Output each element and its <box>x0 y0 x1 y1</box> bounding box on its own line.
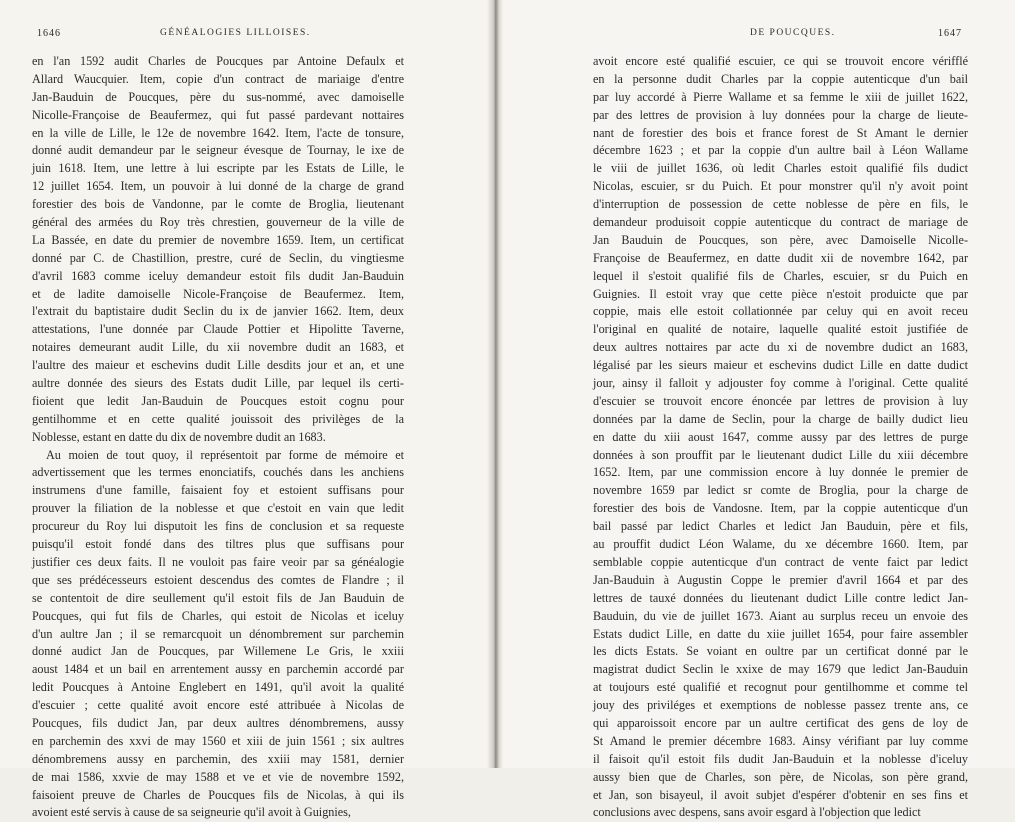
right-page <box>500 0 1015 820</box>
text-line: avoit encore esté qualifié escuier, ce qui se trouvoit encore vérifflé <box>593 54 968 68</box>
text-line: deux aultres nottaires par acte du xi de novembre dudict an 1683, <box>593 340 968 355</box>
text-line: Au moien de tout quoy, il représentoit par forme de mémoire et <box>46 447 404 462</box>
text-line: bail passé par ledict Charles et ledict Jan Bauduin, père et fils, <box>593 519 968 534</box>
text-line: Nicolle-Françoise de Beaufermez, qui fut passé pardevant nottaires <box>32 107 404 122</box>
text-line: gentilhomme et en cette qualité jouissoit des privilèges de la <box>32 411 404 426</box>
text-line: en l'an 1592 audit Charles de Poucques par Antoine Defaulx et <box>32 54 404 68</box>
text-line: Jan Bauduin de Poucques, son père, avec Damoiselle Nicolle- <box>593 232 968 247</box>
text-line: lettres de tauxé données du lieutenant dudict Lille contre ledict Jan- <box>593 590 968 605</box>
text-line: nant de forestier des bois et france forest de St Amant le dernier <box>593 125 968 140</box>
text-line: novembre 1659 par ledict sr comte de Broglia, pour la charge de <box>593 483 968 498</box>
text-line: l'extrait du baptistaire dudit Seclin du ix de janvier 1662. Item, deux <box>32 304 404 319</box>
text-line: d'escuier se trouvoit encore énoncée par lettres de provision à luy <box>593 393 968 408</box>
text-line: at toujours esté qualifié et recognut pour gentilhomme et comme tel <box>593 680 968 695</box>
text-line: forestier des bois de Vandonne, par le comte de Broglia, lieutenant <box>32 197 404 212</box>
text-line: Jan-Bauduin à Augustin Coppe le premier d'avril 1664 et par des <box>593 572 968 587</box>
text-line: Poucques, qui fut fils de Charles, qui estoit de Nicolas et iceluy <box>32 608 404 623</box>
text-line: Noblesse, estant en datte du dix de novembre dudit an 1683. <box>32 429 326 444</box>
text-line: en la personne dudit Charles par la coppie autenticque d'un bail <box>593 71 968 86</box>
text-line: que ses prédécesseurs estoient descendus des comtes de Flandre ; il <box>32 572 404 587</box>
text-line: avoient esté servis à cause de sa seigneurie qu'il avoit à Guignies, <box>32 805 351 820</box>
text-line: donné audit demandeur par le seigneur évesque de Tournay, le ixe de <box>32 143 404 158</box>
text-line: Jan-Bauduin de Poucques, père du sus-nommé, avec damoiselle <box>32 89 404 104</box>
text-line: demandeur produisoit coppie autenticque du contract de mariage de <box>593 215 968 230</box>
text-line: données par la dame de Seclin, pour la charge de bailly dudict lieu <box>593 411 968 426</box>
left-page <box>0 0 500 820</box>
text-line: se contentoit de dire seullement qu'il estoit fils de Jan Bauduin de <box>32 590 404 605</box>
text-line: légalisé par les sieurs maieur et eschevins dudict Lille en datte dudict <box>593 358 968 373</box>
text-line: jour, ainsy il falloit y adjouster foy comme à l'original. Cette qualité <box>593 376 968 391</box>
text-line: jouy des priviléges et exemptions de noblesse passez trente ans, ce <box>593 698 968 713</box>
text-line: et Jan, son bisayeul, il avoit subjet d'espérer d'obtenir en ses fins et <box>593 787 968 802</box>
text-line: d'un aultre Jan ; il se remarcquoit un dénombrement sur parchemin <box>32 626 404 641</box>
text-line: puisqu'il estoit fondé dans des tiltres plus que suffisans pour <box>32 537 404 552</box>
text-line: décembre 1623 ; et par la coppie d'un aultre bail à Léon Wallame <box>593 143 968 158</box>
text-line: coppie, mais elle estoit collationnée par celuy qui en avoit receu <box>593 304 968 319</box>
text-line: forestier des bois de Vandosne. Item, par la coppie autenticque d'un <box>593 501 968 516</box>
text-line: notaires demeurant audit Lille, du xii novembre dudit an 1683, et <box>32 340 404 355</box>
text-line: données à son prouffit par le lieutenant dudict Lille du xiii décembre <box>593 447 968 462</box>
text-line: en datte du xiii aoust 1647, comme aussy par des lettres de purge <box>593 429 968 444</box>
text-line: advertissement que les termes enonciatifs, couchés dans les anchiens <box>32 465 404 480</box>
text-line: faisoient preuve de Charles de Poucques fils de Nicolas, à qui ils <box>32 787 404 802</box>
text-line: et de ladite damoiselle Nicole-Françoise de Beaufermez. Item, <box>32 286 404 301</box>
text-line: il faisoit qu'il estoit fils dudit Jan-Bauduin et la noblesse d'iceluy <box>593 751 968 766</box>
text-line: aultre donnée des sieurs des Estats dudit Lille, par lequel ils certi- <box>32 376 404 391</box>
text-line: instrumens d'une famille, faisaient foy et estoient suffisans pour <box>32 483 404 498</box>
text-line: de mai 1586, xxvie de may 1588 et ve et vie de novembre 1592, <box>32 769 404 784</box>
text-line: d'avril 1683 comme iceluy demandeur estoit fils dudit Jan-Bauduin <box>32 268 404 283</box>
text-line: Nicolas, escuier, sr du Puich. Et pour monstrer qu'il n'y avoit point <box>593 179 968 194</box>
text-line: les dicts Estats. Se voiant en oultre par un certificat donné par le <box>593 644 968 659</box>
text-line: d'interruption de possession de cette noblesse de père en fils, le <box>593 197 968 212</box>
text-line: en parchemin des xxvi de may 1560 et xiii de juin 1561 ; six aultres <box>32 733 404 748</box>
text-line: en la ville de Lille, le 12e de novembre 1642. Item, l'acte de tonsure, <box>32 125 404 140</box>
right-running-head: DE POUCQUES. <box>750 28 836 38</box>
text-line: conclusions avec despens, sans avoir esgard à l'objection que ledict <box>593 805 921 820</box>
right-page-text <box>593 53 968 822</box>
text-line: donné par C. de Chastillion, prestre, curé de Seclin, du vingtiesme <box>32 250 404 265</box>
text-line: par luy accordé à Pierre Wallame et sa femme le xiii de juillet 1622, <box>593 89 968 104</box>
text-line: prouver la filiation de la noblesse et que c'estoit en vain que ledit <box>32 501 404 516</box>
text-line: aoust 1484 et un bail en arrentement aussy en parchemin accordé par <box>32 662 404 677</box>
text-line: donné audict Jan de Poucques, par Willemene Le Gris, le xxiii <box>32 644 404 659</box>
text-line: lequel il s'estoit qualifié fils de Charles, escuier, sr du Puich en <box>593 268 968 283</box>
text-line: dénombremens aussy en parchemin, des xxiii may 1581, dernier <box>32 751 404 766</box>
text-line: fioient que ledit Jan-Bauduin de Poucques estoit cognu pour <box>32 393 404 408</box>
text-line: justifier ces deux faits. Il ne vouloit pas faire veoir par sa généalogie <box>32 554 404 569</box>
book-gutter <box>487 0 503 768</box>
text-line: Allard Waucquier. Item, copie d'un contract de mariaige d'entre <box>32 71 404 86</box>
text-line: semblable coppie autenticque d'un contract de vente faict par ledict <box>593 554 968 569</box>
text-line: l'aultre des maieur et eschevins dudit Lille desdits jour et an, et une <box>32 358 404 373</box>
text-line: général des armées du Roy très chrestien, gouverneur de la ville de <box>32 215 404 230</box>
text-line: d'escuier ; cette qualité avoit encore esté attribuée à Nicolas de <box>32 698 404 713</box>
text-line: l'original en qualité de notaire, laquelle qualité estoit justifiée de <box>593 322 968 337</box>
text-line: Guignies. Il estoit vray que cette pièce n'estoit produicte que par <box>593 286 968 301</box>
right-page-number: 1647 <box>938 28 962 39</box>
text-line: Poucques, fils dudict Jan, par deux aultres dénombremens, aussy <box>32 715 404 730</box>
text-line: le viii de juillet 1636, où ledit Charles estoit qualifié fils dudict <box>593 161 968 176</box>
left-running-head: GÉNÉALOGIES LILLOISES. <box>160 28 311 38</box>
text-line: 1652. Item, par une commission encore à luy donnée le premier de <box>593 465 968 480</box>
left-page-text <box>32 53 404 822</box>
text-line: Françoise de Beaufermez, en datte dudit xii de novembre 1642, par <box>593 250 968 265</box>
text-line: juin 1618. Item, une lettre à lui escripte par les Estats de Lille, le <box>32 161 404 176</box>
text-line: St Amand le premier décembre 1683. Ainsy vérifiant par luy comme <box>593 733 968 748</box>
text-line: Estats dudict Lille, en datte du xiie juillet 1654, pour faire assembler <box>593 626 968 641</box>
text-line: par des lettres de provision à luy données pour la charge de lieute- <box>593 107 968 122</box>
text-line: ledit Poucques à Antoine Englebert en 1491, qu'il avoit la qualité <box>32 680 404 695</box>
text-line: 12 juillet 1654. Item, un pouvoir à lui donné de la charge de grand <box>32 179 404 194</box>
text-line: Bauduin, du vie de juillet 1673. Aiant au surplus receu un envoie des <box>593 608 968 623</box>
text-line: magistrat dudict Seclin le xxixe de may 1679 que ledict Jan-Bauduin <box>593 662 968 677</box>
text-line: au prouffit dudict Léon Walame, du xe décembre 1660. Item, par <box>593 537 968 552</box>
text-line: procureur du Roy lui disputoit les fins de conclusion et sa requeste <box>32 519 404 534</box>
left-page-number: 1646 <box>37 28 61 39</box>
text-line: aussy bien que de Charles, son père, de Nicolas, son père grand, <box>593 769 968 784</box>
text-line: La Bassée, en date du premier de novembre 1659. Item, un certificat <box>32 232 404 247</box>
text-line: attestations, l'une donnée par Claude Pottier et Hipolitte Taverne, <box>32 322 404 337</box>
text-line: qui apparoissoit encore par un aultre certificat des gens de loy de <box>593 715 968 730</box>
